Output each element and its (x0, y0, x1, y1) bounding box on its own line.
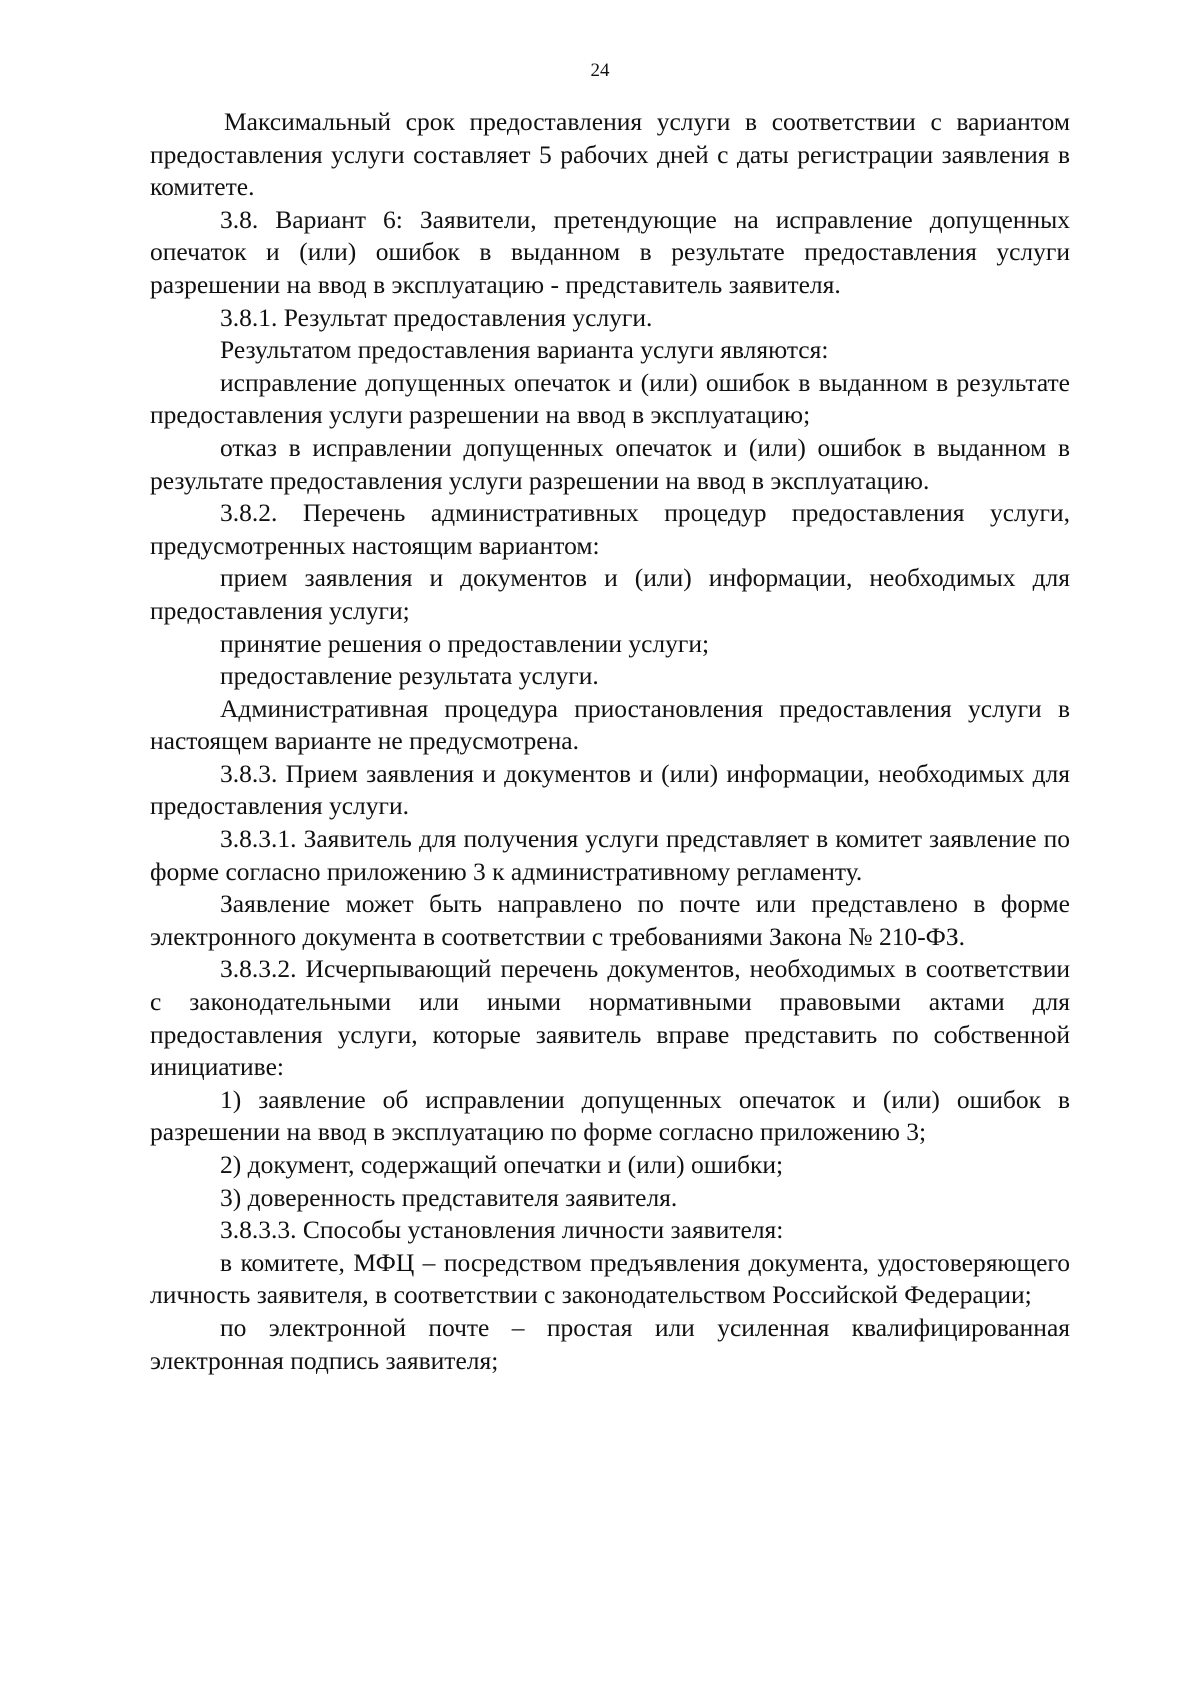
list-item-document-with-errors: 2) документ, содержащий опечатки и (или) ошибки; (220, 1150, 784, 1179)
list-item-power-of-attorney: 3) доверенность представителя заявителя. (220, 1182, 678, 1212)
paragraph-procedure-decision: принятие решения о предоставлении услуги; (220, 628, 710, 658)
paragraph-procedure-reception: прием заявления и документов и (или) информации, необходимых для предоставления услуги; (150, 563, 1070, 625)
paragraph-3-8-1-heading: 3.8.1. Результат предоставления услуги. (220, 302, 653, 332)
paragraph-3-8-3-1: 3.8.3.1. Заявитель для получения услуги представляет в комитет заявление по форме согласно приложению 3 к административному регламенту. (150, 824, 1070, 886)
paragraph-3-8-3-2: 3.8.3.2. Исчерпывающий перечень документов, необходимых в соответствии с законодательными или иными нормативными правовыми актами для предоставления услуги, которые заявитель вправе представить по собственной инициативе: (150, 954, 1070, 1082)
paragraph-identity-email: по электронной почте – простая или усиленная квалифицированная электронная подпись заявителя; (150, 1312, 1070, 1375)
document-body (150, 106, 1070, 1377)
paragraph-identity-in-person: в комитете, МФЦ – посредством предъявления документа, удостоверяющего личность заявителя, в соответствии с законодательством Российской Федерации; (150, 1247, 1070, 1310)
paragraph-3-8-3-heading: 3.8.3. Прием заявления и документов и (или) информации, необходимых для предоставления услуги. (150, 758, 1070, 821)
paragraph-procedure-result: предоставление результата услуги. (220, 661, 599, 691)
paragraph-suspension-note: Административная процедура приостановления предоставления услуги в настоящем варианте не предусмотрена. (150, 693, 1070, 756)
paragraph-result-correction: исправление допущенных опечаток и (или) ошибок в выданном в результате предоставления услуги разрешении на ввод в эксплуатацию; (150, 367, 1070, 430)
paragraph-variant-6: 3.8. Вариант 6: Заявители, претендующие на исправление допущенных опечаток и (или) ошибок в выданном в результате предоставления услуги разрешении на ввод в эксплуатацию - представитель заявителя. (150, 204, 1070, 299)
paragraph-3-8-3-3: 3.8.3.3. Способы установления личности заявителя: (220, 1215, 784, 1245)
paragraph-3-8-2-procedures: 3.8.2. Перечень административных процедур предоставления услуги, предусмотренных настоящим вариантом: (150, 498, 1070, 560)
list-item-application: 1) заявление об исправлении допущенных опечаток и (или) ошибок в разрешении на ввод в эксплуатацию по форме согласно приложению 3; (150, 1084, 1070, 1147)
paragraph-max-term: Максимальный срок предоставления услуги в соответствии с вариантом предоставления услуги составляет 5 рабочих дней с даты регистрации заявления в комитете. (150, 107, 1070, 202)
paragraph-result-refusal: отказ в исправлении допущенных опечаток и (или) ошибок в выданном в результате предоставления услуги разрешении на ввод в эксплуатацию. (150, 432, 1070, 495)
paragraph-submission-methods: Заявление может быть направлено по почте или представлено в форме электронного документа в соответствии с требованиями Закона № 210-ФЗ. (150, 889, 1070, 951)
page-number: 24 (590, 60, 610, 81)
paragraph-results-intro: Результатом предоставления варианта услуги являются: (220, 335, 829, 365)
